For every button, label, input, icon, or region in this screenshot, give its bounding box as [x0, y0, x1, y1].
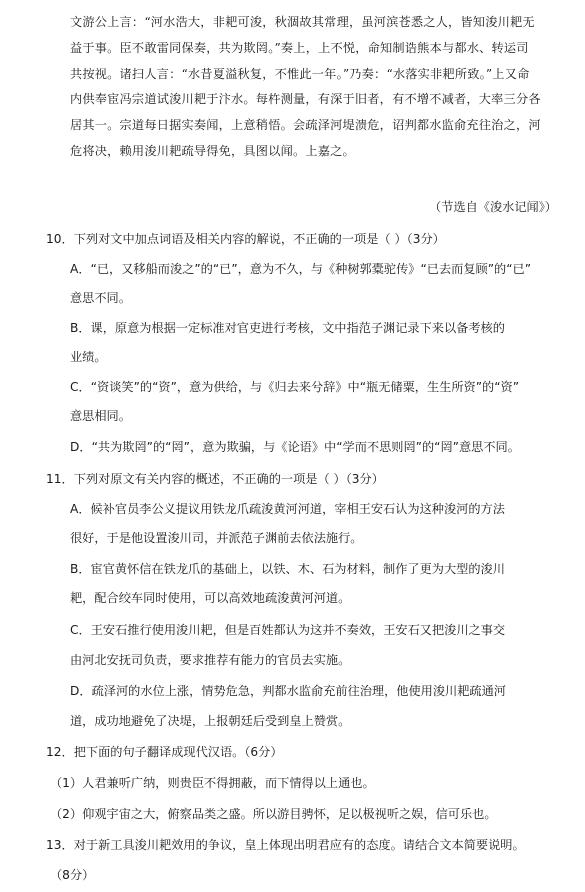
question-11-option-b: B．宦官黄怀信在铁龙爪的基础上，以铁、木、石为材料，制作了更为大型的浚川 [70, 562, 505, 576]
question-11-option-c-cont: 由河北安抚司负责，要求推荐有能力的官员去实施。 [70, 653, 351, 667]
question-12-stem: 12．把下面的句子翻译成现代汉语。（6分） [46, 745, 283, 759]
question-10-option-a-cont: 意思不同。 [70, 291, 131, 305]
question-10-option-d: D．“共为欺罔”的“罔”，意为欺骗，与《论语》中“学而不思则罔”的“罔”意思不同。 [70, 440, 520, 454]
passage-line: 益于事。臣不敢雷同保奏，共为欺罔。”奏上，上不悦，命知制诰熊本与都水、转运司 [70, 40, 529, 55]
question-10-stem: 10．下列对文中加点词语及相关内容的解说，不正确的一项是（ ）（3分） [46, 232, 445, 246]
passage-line: 居其一。宗道每日据实奏闻，上意稍悟。会疏泽河堤溃危，诏判都水监俞充往治之，河 [70, 118, 541, 133]
question-10-option-c-cont: 意思相同。 [70, 409, 131, 423]
question-10-option-b-cont: 业绩。 [70, 350, 107, 364]
question-11-option-b-cont: 耙，配合绞车同时使用，可以高效地疏浚黄河河道。 [70, 591, 351, 605]
question-11-stem: 11．下列对原文有关内容的概述，不正确的一项是（ ）（3分） [46, 472, 384, 486]
question-13-points: （8分） [50, 868, 95, 882]
question-11-option-a: A．候补官员李公义提议用铁龙爪疏浚黄河河道，宰相王安石认为这种浚河的方法 [70, 502, 505, 516]
passage-line: 文游公上言：“河水浩大，非耙可浚，秋涸故其常理，虽河滨苍悉之人，皆知浚川耙无 [70, 15, 535, 29]
question-11-option-d-cont: 道，成功地避免了决堤，上报朝廷后受到皇上赞赏。 [70, 714, 351, 728]
question-11-option-a-cont: 很好，于是他设置浚川司，并派范子渊前去依法施行。 [70, 531, 363, 545]
question-10-option-a: A．“已，又移船而浚之”的“已”，意为不久，与《种树郭橐驼传》“已去而复顾”的“已” [70, 262, 532, 276]
question-12-sentence-2: （2）仰观宇宙之大，俯察品类之盛。所以游目骋怀，足以极视听之娱，信可乐也。 [50, 807, 497, 821]
question-11-option-c: C．王安石推行使用浚川耙，但是百姓都认为这并不奏效，王安石又把浚川之事交 [70, 623, 506, 637]
question-11-option-d: D．疏泽河的水位上涨，情势危急，判都水监俞充前往治理，他使用浚川耙疏通河 [70, 684, 506, 698]
passage-text [70, 10, 568, 165]
passage-line: 内供奉宦冯宗道试浚川耙于汴水。每杵测量，有深于旧者，有不增不减者，大率三分各 [70, 92, 541, 107]
question-10-option-c: C．“资谈笑”的“资”，意为供给，与《归去来兮辞》中“瓶无储粟，生生所资”的“资” [70, 380, 520, 394]
passage-line: 共按视。诸扫人言：“水昔夏溢秋复，不惟此一年。”乃奏：“水落实非耙所致。”上又命 [70, 66, 530, 81]
question-10-option-b: B．课，原意为根据一定标准对官吏进行考核，文中指范子渊记录下来以备考核的 [70, 321, 505, 335]
passage-line: 危将决，赖用浚川耙疏导得免，具图以闻。上嘉之。 [70, 143, 355, 158]
question-12-sentence-1: （1）人君兼听广纳，则贵臣不得拥蔽，而下情得以上通也。 [50, 776, 375, 790]
question-13-stem: 13．对于新工具浚川耙效用的争议，皇上体现出明君应有的态度。请结合文本简要说明。 [46, 838, 525, 852]
passage-source: （节选自《浚水记闻》） [429, 200, 557, 214]
